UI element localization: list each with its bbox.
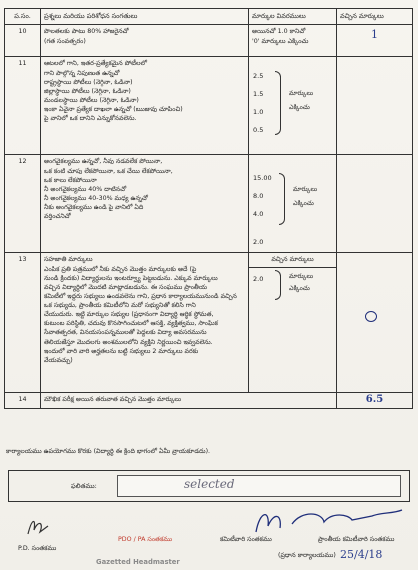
header-serial: ప.సం. bbox=[5, 9, 41, 25]
row-line: వచ్చిన విద్యార్థిలో మొదటి మాట్లాడబడును. ఈ సంఘము ప్రాంతీయ bbox=[44, 283, 207, 291]
row-line: పై వానిలో ఒక దానిని ఎన్నుకోనవలెను. bbox=[44, 115, 137, 123]
row-line: మండలస్థాయి పోటీలు (నెగ్గినా, ఓడినా) bbox=[44, 96, 139, 104]
row-line: ఒక సభ్యుడు, ప్రాంతీయ కమిటీలోని మరో సభ్యునితో కలిసి గాని bbox=[44, 302, 196, 310]
table-row bbox=[5, 155, 413, 253]
brace-label: మార్కులు bbox=[289, 272, 314, 280]
header-questions: ప్రశ్నలు మరియు పరిశోధన సంగతులు bbox=[41, 9, 249, 25]
awarded-mark-handwritten: 1 bbox=[371, 28, 378, 42]
row-marks-detail bbox=[249, 25, 337, 57]
marks-brace-group bbox=[249, 57, 336, 153]
mark-value: 15.00 bbox=[253, 174, 272, 183]
brace-mark bbox=[275, 71, 281, 135]
committee-signature-label: కమిటీవారి సంతకము bbox=[220, 536, 272, 543]
mark-value: 2.0 bbox=[253, 274, 264, 283]
row-number: 12 bbox=[5, 155, 41, 253]
row-marks-detail bbox=[249, 155, 337, 253]
brace-mark bbox=[279, 173, 285, 225]
row-question bbox=[41, 155, 249, 253]
row-line: వేయవచ్చు) bbox=[44, 356, 73, 364]
mark-value: 8.0 bbox=[253, 192, 264, 201]
row-line: నుండి క్రిందకు) విద్యార్థులను ఇంటర్వ్యూ పెట్టబడును. ఎక్కువ మార్కులు bbox=[44, 274, 218, 282]
marks-table bbox=[4, 8, 413, 409]
pdo-signature-label: PDO / PA సంతకము bbox=[118, 536, 173, 543]
header-marks-details: మార్కుల వివరములు bbox=[249, 9, 337, 25]
row-awarded bbox=[337, 25, 413, 57]
circle-handwritten-icon bbox=[365, 311, 377, 322]
marks-brace-group bbox=[249, 155, 336, 251]
row-line: నీకు అంగవైకల్యము ఉండి పై వానిలో ఏది bbox=[44, 204, 144, 212]
row-line: అంగవైకల్యము ఉన్నచో, నీవు నడవలేక పోయినా, bbox=[44, 158, 163, 166]
row-line: వర్తించనిచో bbox=[44, 213, 71, 221]
row-line: సేవాతత్పరత, వినయసంపన్నములతో పెద్దలకు విద్యా అవసరమును bbox=[44, 329, 207, 337]
table-row bbox=[5, 393, 413, 409]
row-line: రాష్ట్రస్థాయి పోటీలు (నెగ్గినా, ఓడినా) bbox=[44, 78, 133, 86]
table-header-row bbox=[5, 9, 413, 25]
row-line: '0' మార్కులు ఎక్కించు bbox=[252, 37, 309, 45]
brace-label: మార్కులు bbox=[293, 186, 318, 194]
row-question bbox=[41, 253, 249, 393]
row-awarded bbox=[337, 393, 413, 409]
table-row bbox=[5, 253, 413, 393]
row-subheading: సహజాతి మార్కులు bbox=[44, 256, 93, 264]
office-use-note: కార్యాలయము ఉపయోగము కొరకు (విద్యార్థి ఈ క్రింది భాగంలో ఏమీ వ్రాయకూడదు). bbox=[6, 448, 211, 455]
row-number: 10 bbox=[5, 25, 41, 57]
brace-mark bbox=[275, 270, 281, 300]
hq-label: (ప్రధాన కార్యాలయము) bbox=[278, 552, 336, 559]
po-signature-label: P.D. సంతకము bbox=[18, 545, 57, 552]
row-question: మౌఖిక పరీక్ష అయిన తరువాత వచ్చిన మొత్తం మార్కులు bbox=[41, 393, 337, 409]
row-marks-detail bbox=[249, 57, 337, 155]
row-number: 13 bbox=[5, 253, 41, 393]
header-awarded-marks: వచ్చిన మార్కులు bbox=[337, 9, 413, 25]
row-line: తెలియజేస్తూ మొదలగు అంశములలోని వ్యక్తిని నిర్ణయించి ఇవ్వవలెను. bbox=[44, 338, 213, 346]
row-line: కుటుంబ పరిస్థితి, చదువు కొనసాగించుటలో ఆసక్తి, వ్యక్తిత్వము, సాంఘిక bbox=[44, 320, 218, 328]
row-line: జిల్లాస్థాయి పోటీలు (నెగ్గినా, ఓడినా) bbox=[44, 87, 131, 95]
row-line: ఇంకా ఏవైనా ప్రత్యేక దాఖలా ఉన్నచో (ఋజువు చూపించి) bbox=[44, 106, 183, 114]
table-row bbox=[5, 57, 413, 155]
row-line: నీ అంగవైకల్యము 40-30% మధ్య ఉన్నచో bbox=[44, 194, 148, 202]
brace-label: ఎక్కించు bbox=[289, 284, 310, 292]
gazetted-stamp: Gazetted Headmaster bbox=[96, 558, 180, 566]
row-line: పొలతలకు పాటు 80% హాజరైనచో bbox=[44, 28, 129, 36]
row-line: ఒక కంటి చూపు లేకపోయినా, ఒక చేయి లేకపోయినా, bbox=[44, 167, 173, 175]
signature-date: 25/4/18 bbox=[340, 548, 383, 561]
mark-value: 0.5 bbox=[253, 126, 264, 135]
row-number: 11 bbox=[5, 57, 41, 155]
table-row bbox=[5, 25, 413, 57]
total-mark-handwritten: 6.5 bbox=[365, 394, 384, 406]
mark-value: 4.0 bbox=[253, 210, 264, 219]
row-line: ఆటలలో గాని, ఇతర-ప్రత్యేకమైన పోటీలలో bbox=[44, 60, 147, 68]
brace-label: ఎక్కించు bbox=[289, 104, 310, 112]
row-number: 14 bbox=[5, 393, 41, 409]
row-awarded bbox=[337, 155, 413, 253]
committee-signature-icon bbox=[252, 504, 412, 538]
brace-label: మార్కులు bbox=[289, 90, 314, 98]
row-line: ఇందులో వారి వారి అర్హతలను బట్టి సభ్యులు 2 మార్కులు వరకు bbox=[44, 347, 199, 355]
mark-value: 2.5 bbox=[253, 72, 264, 81]
mark-value: 2.0 bbox=[253, 238, 264, 247]
result-label: ఫలితము: bbox=[71, 482, 97, 490]
brace-label: ఎక్కించు bbox=[293, 200, 314, 208]
row-line: నీ అంగవైకల్యము 40% దాటినచో bbox=[44, 185, 127, 193]
mark-value: 1.0 bbox=[253, 108, 264, 117]
result-box bbox=[8, 470, 410, 502]
row-subheading: వచ్చిన మార్కులు bbox=[271, 256, 314, 264]
row-awarded bbox=[337, 253, 413, 393]
row-question bbox=[41, 57, 249, 155]
row-awarded bbox=[337, 57, 413, 155]
marks-brace-group bbox=[249, 268, 336, 308]
row-line: గాని పాల్గొన్న నిపుణుత ఉన్నచో bbox=[44, 69, 120, 77]
po-signature-icon bbox=[26, 514, 52, 538]
row-line: ఒక కాలు లేకపోయినా bbox=[44, 176, 97, 184]
row-line: అయినచో 1.0 కానిచో bbox=[252, 28, 306, 36]
result-field[interactable] bbox=[117, 475, 401, 497]
row-line: కమిటీలో ఇద్దరు సభ్యులు ఉండవలెను గాని, ప్రధాన కార్యాలయమునుండి వచ్చిన bbox=[44, 292, 237, 300]
row-line: చేయుదురు. ఇట్టి మార్కుల సభ్యుల (ప్రధానంగా విద్యార్థి ఆర్థిక స్థోమత, bbox=[44, 311, 214, 319]
row-line: ఎంపిక ప్రతి పత్రములో నీకు వచ్చిన మొత్తం మార్కులకు అదే (పై bbox=[44, 265, 197, 273]
mark-value: 1.5 bbox=[253, 90, 264, 99]
row-question bbox=[41, 25, 249, 57]
result-value-handwritten: selected bbox=[184, 477, 235, 491]
row-marks-detail bbox=[249, 253, 337, 393]
regional-committee-label: ప్రాంతీయ కమిటీవారి సంతకము bbox=[318, 536, 395, 543]
row-subheading-cell bbox=[249, 253, 336, 266]
row-line: (గత సంవత్సరం) bbox=[44, 37, 86, 45]
